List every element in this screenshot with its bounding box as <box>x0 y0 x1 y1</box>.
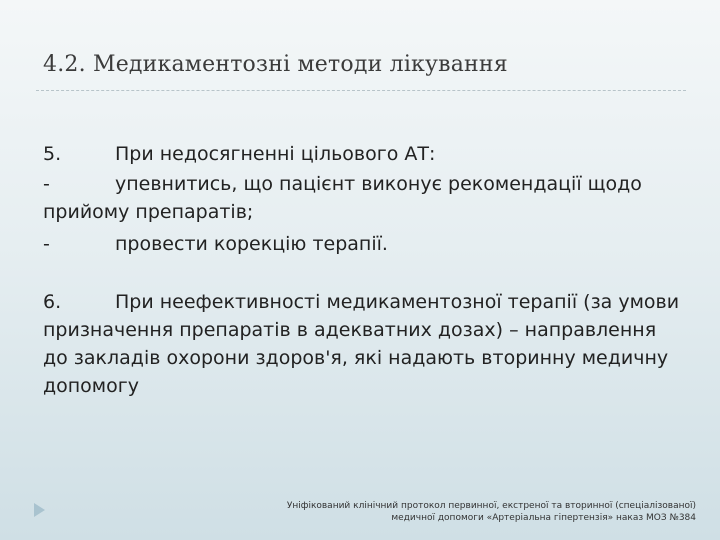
item-marker: - <box>43 233 50 255</box>
slide-body <box>43 140 683 400</box>
footnote-line: медичної допомоги «Артеріальна гіпертензія» наказ МОЗ №384 <box>391 513 696 523</box>
item-marker: 6. <box>43 291 62 313</box>
list-item <box>43 230 683 258</box>
item-marker: 5. <box>43 143 62 165</box>
list-item <box>43 140 683 168</box>
item-text: При неефективності медикаментозної терапії (за умови призначення препаратів в адекватних дозах) – направлення до закладів охорони здоров'я, які надають вторинну медичну допомогу <box>43 291 680 397</box>
item-text: При недосягненні цільового АТ: <box>115 143 436 165</box>
footnote-line: Уніфікований клінічний протокол первинної, екстреної та вторинної (спеціалізованої) <box>286 501 696 511</box>
list-item <box>43 288 683 400</box>
item-marker: - <box>43 173 50 195</box>
item-text: провести корекцію терапії. <box>115 233 388 255</box>
spacer <box>43 258 683 288</box>
slide-title: 4.2. Медикаментозні методи лікування <box>43 52 508 77</box>
source-footnote <box>276 500 696 524</box>
title-divider <box>36 90 686 91</box>
list-item <box>43 170 683 226</box>
item-text: упевнитись, що пацієнт виконує рекомендації щодо прийому препаратів; <box>43 173 642 223</box>
arrow-icon[interactable] <box>34 503 45 517</box>
